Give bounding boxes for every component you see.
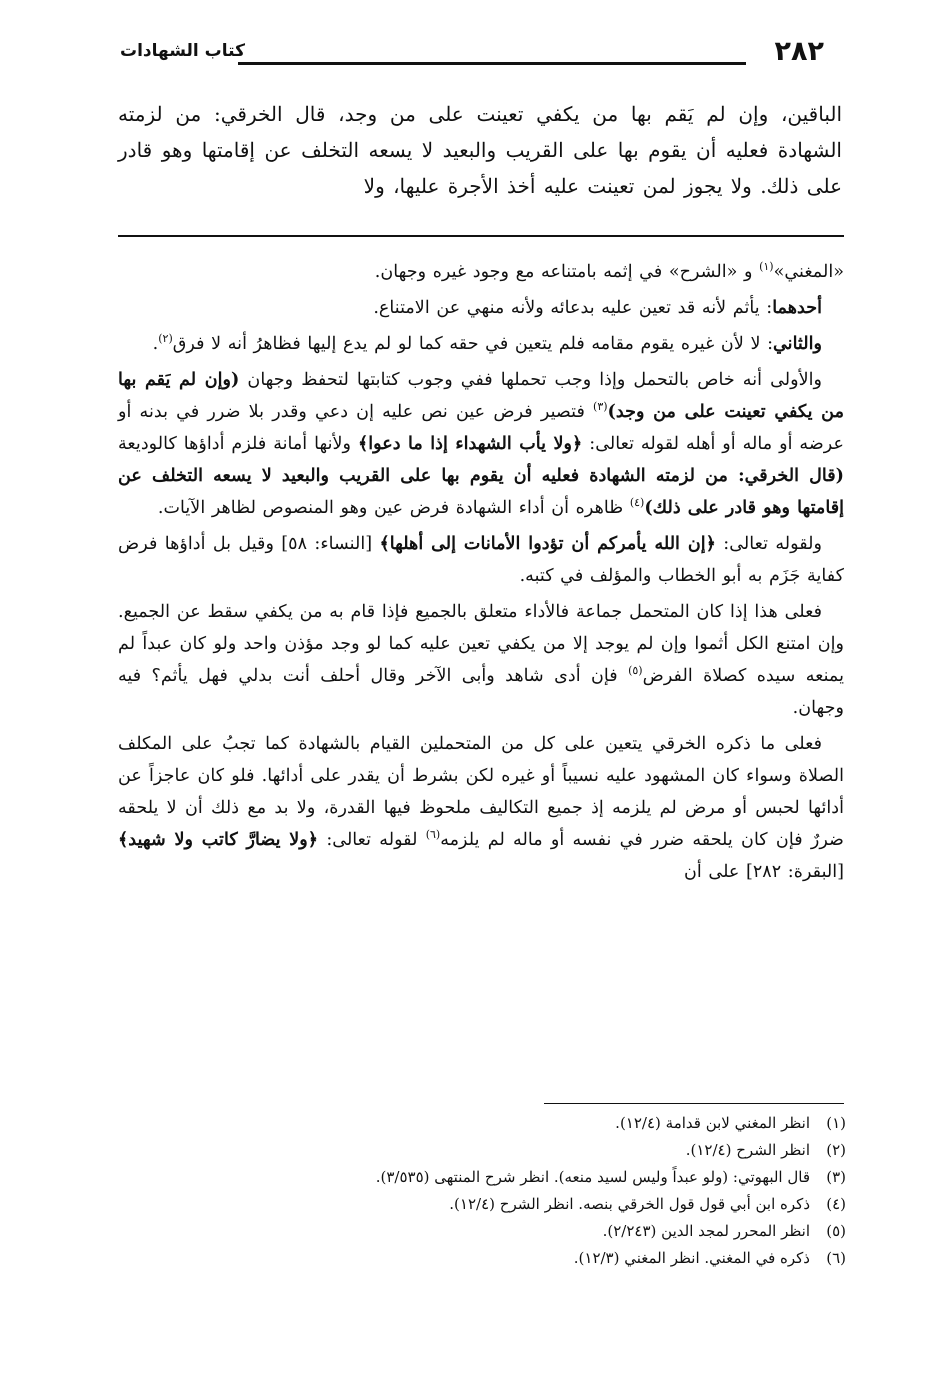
text: ولأنها أمانة فلزم أداؤها كالوديعة — [118, 434, 358, 454]
text: والأولى أنه خاص بالتحمل وإذا وجب تحملها ففي وجوب كتابتها لتحفظ وجهان — [239, 370, 823, 390]
commentary-paragraph-3 — [118, 328, 844, 360]
base-text: الباقين، وإن لم يَقم بها من يكفي تعينت على من وجد، قال الخرقي: من لزمته الشهادة فعليه أن يقوم بها على القريب والبعيد لا يسعه التخلف عن إقامتها وهو قادر على ذلك. ولا يجوز لمن تعينت عليه أخذ الأجرة عليها، ولا — [118, 102, 843, 198]
text: فإن أدى شاهد وأبى الآخر وقال أحلف أنت بدلي فهل يأثم؟ فيه وجهان. — [118, 666, 844, 718]
text: ولقوله تعالى: — [715, 534, 822, 554]
text: : لا لأن غيره يقوم مقامه فلم يتعين في حقه كما لو لم يدع إليها فظاهرُ أنه لا فرق — [172, 334, 774, 354]
footnote-number: (٦) — [826, 1249, 846, 1267]
commentary-paragraph-5 — [118, 528, 844, 592]
footnote-ref[interactable]: (٣) — [593, 400, 608, 414]
footnote-number: (٣) — [826, 1168, 846, 1186]
commentary — [118, 256, 844, 1096]
commentary-paragraph-7 — [118, 728, 844, 888]
footnote-text: ذكره ابن أبي قول قول الخرقي بنصه. انظر الشرح (١٢/٤). — [449, 1195, 810, 1213]
footnote-item — [118, 1245, 846, 1272]
footnote-text: انظر المحرر لمجد الدين (٢/٢٤٣). — [602, 1222, 810, 1240]
text: «المغني» — [773, 262, 844, 282]
text: . — [152, 334, 159, 354]
footnote-text: انظر المغني لابن قدامة (١٢/٤). — [615, 1114, 810, 1132]
commentary-paragraph-6 — [118, 596, 844, 724]
header-rule — [238, 62, 746, 65]
footnote-number: (٤) — [826, 1195, 846, 1213]
text: لقوله تعالى: — [318, 830, 426, 850]
book-title: كتاب الشهادات — [120, 41, 245, 61]
footnote-rule — [544, 1103, 844, 1104]
footnote-item — [118, 1110, 846, 1137]
footnote-text: ذكره في المغني. انظر المغني (١٢/٣). — [573, 1249, 810, 1267]
footnote-number: (٢) — [826, 1141, 846, 1159]
footnote-item — [118, 1191, 846, 1218]
footnote-number: (٥) — [826, 1222, 846, 1240]
footnotes — [118, 1110, 846, 1272]
text: ظاهره أن أداء الشهادة فرض عين وهو المنصوص لظاهر الآيات. — [157, 498, 630, 518]
footnote-ref[interactable]: (٦) — [425, 828, 441, 842]
footnote-text: قال البهوتي: (ولو عبداً وليس لسيد منعه). انظر شرح المنتهى (٣/٥٣٥). — [375, 1168, 810, 1186]
footnote-ref[interactable]: (٢) — [158, 332, 173, 346]
text: [النساء: ٥٨] وقيل بل أداؤها فرض كفاية جَزَم به أبو الخطاب والمؤلف في كتبه. — [118, 534, 844, 586]
quran-verse: ﴿ولا يأب الشهداء إذا ما دعوا﴾ — [357, 433, 583, 454]
commentary-paragraph-1 — [118, 256, 844, 288]
bold-text: أحدهما — [772, 297, 822, 318]
footnote-item — [118, 1137, 846, 1164]
text: [البقرة: ٢٨٢] على أن — [684, 862, 844, 882]
commentary-paragraph-2 — [118, 292, 844, 324]
matn-separator-line — [118, 235, 844, 237]
footnote-number: (١) — [826, 1114, 846, 1132]
text: فتصير فرض عين نص عليه إن دعي وقدر بلا ضرر في بدنه أو عرضه أو ماله أو أهله لقوله تعالى: — [118, 402, 844, 454]
footnote-item — [118, 1164, 846, 1191]
text: فعلى هذا إذا كان المتحمل جماعة فالأداء متعلق بالجميع فإذا قام به من يكفي سقط عن الجميع. وإن امتنع الكل أثموا وإن لم يوجد إلا من يكفي تعين عليه كما لو وجد مؤذن واحد ولو كان عبداً لم يمنعه سيده كصلاة الفرض — [118, 602, 844, 686]
quoted-matn: (قال الخرقي: من لزمته الشهادة فعليه أن يقوم بها على القريب والبعيد لا يسعه التخلف عن إقامتها وهو قادر على ذلك) — [118, 465, 844, 518]
text: فعلى ما ذكره الخرقي يتعين على كل من المتحملين القيام بالشهادة كما تجبُ على المكلف الصلاة وسواء كان المشهود عليه نسيباً أو غيره لكن بشرط أن يقدر على أدائها. فلو كان عاجزاً عن أدائها لحبس أو مرض لم يلزمه إذ جميع التكاليف ملحوظ فيها القدرة، ولا بد مع ذلك أن لا يلحقه ضررٌ فإن كان يلحقه ضرر في نفسه أو ماله لم يلزمه — [118, 734, 844, 850]
footnote-item — [118, 1218, 846, 1245]
text: : يأثم لأنه قد تعين عليه بدعائه ولأنه منهي عن الامتناع. — [373, 298, 773, 318]
page-number: ٢٨٢ — [774, 36, 824, 67]
footnote-ref[interactable]: (١) — [759, 260, 774, 274]
quoted-matn: (وإن لم يَقم بها من يكفي تعينت على من وجد) — [118, 369, 844, 422]
footnote-ref[interactable]: (٤) — [629, 496, 645, 510]
footnote-ref[interactable]: (٥) — [628, 664, 643, 678]
commentary-paragraph-4 — [118, 364, 844, 524]
running-header — [120, 38, 824, 72]
quran-verse: ﴿ولا يضارَّ كاتب ولا شهيد﴾ — [118, 829, 319, 850]
quran-verse: ﴿إن الله يأمركم أن تؤدوا الأمانات إلى أهلها﴾ — [379, 533, 716, 554]
footnote-text: انظر الشرح (١٢/٤). — [685, 1141, 810, 1159]
bold-text: والثاني — [773, 333, 822, 354]
text: و «الشرح» في إثمه بامتناعه مع وجود غيره وجهان. — [374, 262, 760, 282]
